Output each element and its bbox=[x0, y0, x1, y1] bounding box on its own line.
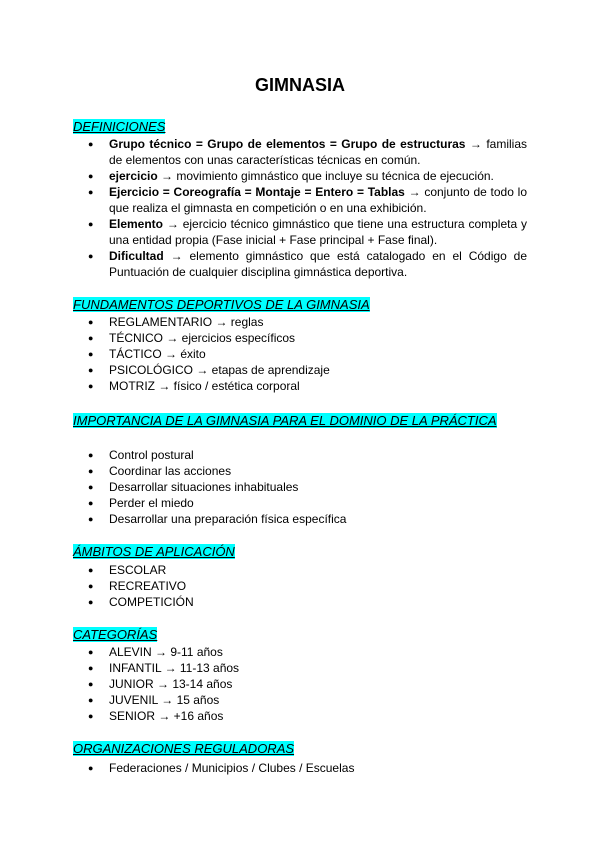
list-item bbox=[73, 692, 527, 708]
importancia-list bbox=[73, 447, 527, 527]
definition-text: → elemento gimnástico que está catalogado en el Código de Puntuación de cualquier disciplina gimnástica deportiva. bbox=[109, 249, 527, 279]
section-heading-fundamentos bbox=[73, 296, 527, 313]
bullet-icon: ● bbox=[88, 695, 94, 705]
heading-text: ORGANIZACIONES REGULADORAS bbox=[73, 741, 295, 756]
categorias-list bbox=[73, 644, 527, 724]
list-item bbox=[73, 378, 527, 394]
list-item-text: Perder el miedo bbox=[109, 496, 194, 510]
list-item bbox=[73, 216, 527, 248]
list-item-text: TÁCTICO → éxito bbox=[109, 347, 206, 361]
list-item bbox=[73, 314, 527, 330]
bullet-icon: ● bbox=[88, 647, 94, 657]
definition-term: Dificultad bbox=[109, 249, 164, 263]
list-item-text: Control postural bbox=[109, 448, 194, 462]
list-item bbox=[73, 447, 527, 463]
bullet-icon: ● bbox=[88, 663, 94, 673]
list-item-text: Coordinar las acciones bbox=[109, 464, 232, 478]
bullet-icon: ● bbox=[88, 139, 94, 149]
list-item-text: Federaciones / Municipios / Clubes / Escuelas bbox=[109, 761, 355, 775]
ambitos-list bbox=[73, 562, 527, 610]
list-item bbox=[73, 660, 527, 676]
definition-text: → movimiento gimnástico que incluye su técnica de ejecución. bbox=[157, 169, 494, 183]
bullet-icon: ● bbox=[88, 498, 94, 508]
bullet-icon: ● bbox=[88, 466, 94, 476]
list-item bbox=[73, 760, 527, 776]
bullet-icon: ● bbox=[88, 711, 94, 721]
section-heading-organizaciones bbox=[73, 740, 527, 757]
list-item bbox=[73, 248, 527, 280]
bullet-icon: ● bbox=[88, 597, 94, 607]
bullet-icon: ● bbox=[88, 365, 94, 375]
list-item bbox=[73, 562, 527, 578]
list-item-text: MOTRIZ → físico / estética corporal bbox=[109, 379, 300, 393]
list-item-text: PSICOLÓGICO → etapas de aprendizaje bbox=[109, 363, 330, 377]
definition-term: Ejercicio = Coreografía = Montaje = Entero = Tablas bbox=[109, 185, 405, 199]
list-item-text: Desarrollar una preparación física específica bbox=[109, 512, 347, 526]
list-item bbox=[73, 511, 527, 527]
list-item-text: ESCOLAR bbox=[109, 563, 167, 577]
bullet-icon: ● bbox=[88, 763, 94, 773]
section-heading-definiciones bbox=[73, 118, 527, 135]
bullet-icon: ● bbox=[88, 514, 94, 524]
page-title: GIMNASIA bbox=[255, 75, 345, 95]
bullet-icon: ● bbox=[88, 251, 94, 261]
heading-text: CATEGORÍAS bbox=[73, 627, 158, 642]
list-item-text: SENIOR → +16 años bbox=[109, 709, 224, 723]
list-item bbox=[73, 184, 527, 216]
list-item bbox=[73, 578, 527, 594]
bullet-icon: ● bbox=[88, 187, 94, 197]
section-heading-categorias bbox=[73, 626, 527, 643]
bullet-icon: ● bbox=[88, 482, 94, 492]
list-item-text: TÉCNICO → ejercicios específicos bbox=[109, 331, 296, 345]
definiciones-list bbox=[73, 136, 527, 280]
organizaciones-list bbox=[73, 760, 527, 776]
bullet-icon: ● bbox=[88, 581, 94, 591]
list-item-text: JUNIOR → 13-14 años bbox=[109, 677, 233, 691]
heading-text: IMPORTANCIA DE LA GIMNASIA PARA EL DOMINIO DE LA PRÁCTICA bbox=[73, 413, 497, 428]
list-item bbox=[73, 479, 527, 495]
list-item bbox=[73, 644, 527, 660]
bullet-icon: ● bbox=[88, 171, 94, 181]
definition-term: ejercicio bbox=[109, 169, 158, 183]
section-heading-importancia bbox=[73, 411, 527, 430]
bullet-icon: ● bbox=[88, 679, 94, 689]
bullet-icon: ● bbox=[88, 565, 94, 575]
definition-text: → conjunto de todo lo que realiza el gimnasta en competición o en una exhibición. bbox=[109, 185, 527, 215]
section-heading-ambitos bbox=[73, 543, 527, 560]
list-item-text: ALEVIN → 9-11 años bbox=[109, 645, 223, 659]
definition-text: → ejercicio técnico gimnástico que tiene una estructura completa y una entidad propia (Fase inicial + Fase principal + Fase final). bbox=[109, 217, 527, 247]
heading-text: ÁMBITOS DE APLICACIÓN bbox=[73, 544, 235, 559]
bullet-icon: ● bbox=[88, 219, 94, 229]
list-item bbox=[73, 676, 527, 692]
list-item bbox=[73, 362, 527, 378]
list-item-text: COMPETICIÓN bbox=[109, 595, 194, 609]
list-item-text: RECREATIVO bbox=[109, 579, 187, 593]
bullet-icon: ● bbox=[88, 317, 94, 327]
definition-text: → familias de elementos con unas características técnicas en común. bbox=[109, 137, 527, 167]
heading-text: FUNDAMENTOS DEPORTIVOS DE LA GIMNASIA bbox=[73, 297, 370, 312]
bullet-icon: ● bbox=[88, 450, 94, 460]
fundamentos-list bbox=[73, 314, 527, 394]
list-item-text: JUVENIL → 15 años bbox=[109, 693, 220, 707]
definition-term: Elemento bbox=[109, 217, 164, 231]
list-item bbox=[73, 136, 527, 168]
list-item bbox=[73, 330, 527, 346]
definition-term: Grupo técnico = Grupo de elementos = Grupo de estructuras bbox=[109, 137, 466, 151]
list-item bbox=[73, 708, 527, 724]
list-item-text: INFANTIL → 11-13 años bbox=[109, 661, 240, 675]
list-item bbox=[73, 594, 527, 610]
list-item bbox=[73, 346, 527, 362]
bullet-icon: ● bbox=[88, 381, 94, 391]
list-item-text: REGLAMENTARIO → reglas bbox=[109, 315, 264, 329]
bullet-icon: ● bbox=[88, 333, 94, 343]
list-item bbox=[73, 168, 527, 184]
list-item-text: Desarrollar situaciones inhabituales bbox=[109, 480, 299, 494]
heading-text: DEFINICIONES bbox=[73, 119, 166, 134]
list-item bbox=[73, 495, 527, 511]
list-item bbox=[73, 463, 527, 479]
bullet-icon: ● bbox=[88, 349, 94, 359]
